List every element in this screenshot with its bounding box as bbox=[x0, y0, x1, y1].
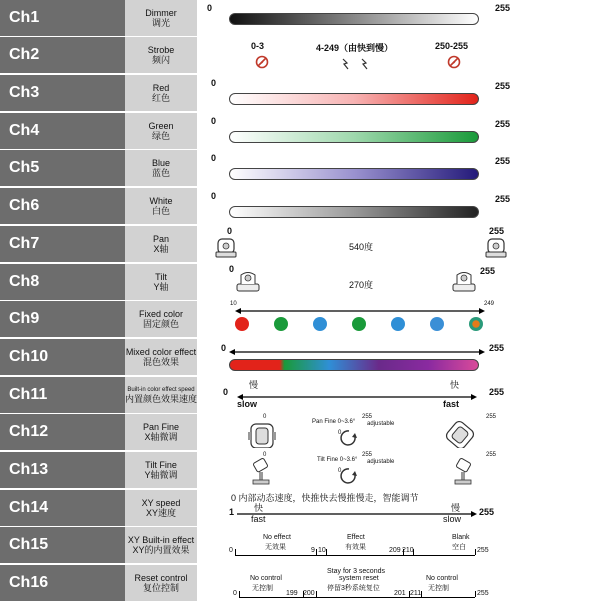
range-min: 0 bbox=[221, 343, 227, 353]
color-dot bbox=[352, 317, 366, 331]
scale-0: 0 bbox=[229, 547, 233, 554]
channel-number: Ch5 bbox=[0, 150, 125, 186]
channel-row bbox=[0, 37, 600, 73]
channel-row bbox=[0, 75, 600, 111]
range-max: 255 bbox=[495, 119, 511, 129]
mixed-color-bar bbox=[229, 359, 479, 371]
moving-head-icon bbox=[485, 236, 507, 258]
channel-content bbox=[199, 0, 600, 36]
channel-name bbox=[125, 565, 197, 601]
no-control-en: No control bbox=[426, 575, 458, 582]
channel-row bbox=[0, 377, 600, 413]
reset-en-2: system reset bbox=[339, 575, 379, 582]
range-min: 0 bbox=[263, 452, 267, 458]
moving-head-icon bbox=[215, 236, 237, 258]
range-min: 0 bbox=[211, 153, 217, 163]
range-arrow bbox=[229, 344, 485, 354]
white-gradient-bar bbox=[229, 206, 479, 218]
channel-name-cn: 绿色 bbox=[151, 131, 170, 141]
effect-en: Effect bbox=[347, 534, 365, 541]
channel-number: Ch2 bbox=[0, 37, 125, 73]
channel-row bbox=[0, 113, 600, 149]
color-dot bbox=[391, 317, 405, 331]
channel-name-cn: 复位控制 bbox=[142, 583, 179, 593]
channel-name bbox=[125, 301, 197, 337]
channel-number: Ch9 bbox=[0, 301, 125, 337]
channel-name-en: Pan Fine bbox=[142, 422, 180, 432]
svg-text:⚡: ⚡ bbox=[259, 59, 265, 67]
no-control-en: No control bbox=[250, 575, 282, 582]
channel-name bbox=[125, 0, 197, 36]
channel-name bbox=[125, 490, 197, 526]
fine-max: 255 bbox=[362, 452, 373, 458]
scale-tick bbox=[326, 549, 327, 555]
channel-name bbox=[125, 37, 197, 73]
channel-row bbox=[0, 339, 600, 375]
channel-content bbox=[199, 339, 600, 375]
moving-head-icon bbox=[235, 270, 261, 294]
channel-name-cn: XY的内置效果 bbox=[132, 545, 190, 555]
channel-content bbox=[199, 37, 600, 73]
color-dot bbox=[235, 317, 249, 331]
channel-content bbox=[199, 565, 600, 601]
range-min: 0 bbox=[211, 191, 217, 201]
scale-201: 201 bbox=[394, 590, 406, 597]
scale-209: 209 bbox=[389, 547, 401, 554]
channel-number: Ch13 bbox=[0, 452, 125, 488]
channel-name-en: Red bbox=[152, 83, 170, 93]
channel-content bbox=[199, 527, 600, 563]
range-max: 255 bbox=[489, 343, 505, 353]
channel-row bbox=[0, 264, 600, 300]
tilt-degree: 270度 bbox=[349, 280, 374, 290]
channel-row bbox=[0, 0, 600, 36]
channel-name-cn: X轴微调 bbox=[144, 432, 178, 442]
channel-name bbox=[125, 527, 197, 563]
slow-label: slow bbox=[237, 399, 258, 409]
scale-tick bbox=[475, 591, 476, 597]
channel-content bbox=[199, 301, 600, 337]
range-max: 255 bbox=[480, 266, 496, 276]
no-strobe-icon bbox=[255, 55, 269, 69]
rotate-icon bbox=[339, 428, 359, 448]
scale-tick bbox=[316, 549, 317, 555]
range-arrow bbox=[237, 389, 477, 399]
slow-label-cn: 慢 bbox=[451, 503, 461, 513]
blue-gradient-bar bbox=[229, 168, 479, 180]
range-min: 0 bbox=[229, 264, 235, 274]
scale-200: 200 bbox=[303, 590, 315, 597]
range-arrow bbox=[237, 506, 477, 516]
range-min: 0 bbox=[227, 226, 233, 236]
channel-name bbox=[125, 414, 197, 450]
channel-content bbox=[199, 113, 600, 149]
channel-name-en: Fixed color bbox=[138, 309, 183, 319]
pan-fine-label: Pan Fine 0~3.6° bbox=[312, 419, 356, 425]
range-max: 255 bbox=[486, 452, 497, 458]
strobe-open-range: 250-255 bbox=[435, 41, 469, 51]
pan-degree: 540度 bbox=[349, 242, 374, 252]
channel-name-en: Pan bbox=[152, 234, 169, 244]
range-min: 0 bbox=[207, 3, 213, 13]
channel-number: Ch6 bbox=[0, 188, 125, 224]
channel-number: Ch10 bbox=[0, 339, 125, 375]
slow-label-cn: 慢 bbox=[249, 380, 259, 390]
channel-name-cn: XY速度 bbox=[145, 508, 176, 518]
scale-211: 211 bbox=[410, 590, 422, 597]
tilt-head-icon bbox=[451, 458, 475, 486]
channel-name-cn: 红色 bbox=[151, 93, 170, 103]
scale-10: 10 bbox=[318, 547, 326, 554]
channel-name-cn: 内置颜色效果速度 bbox=[125, 393, 198, 404]
pan-head-icon bbox=[247, 420, 277, 448]
channel-name-en: Reset control bbox=[134, 573, 188, 583]
channel-name-en: Tilt Fine bbox=[145, 460, 177, 470]
strobe-speed-range: 4-249（由快到慢） bbox=[316, 43, 394, 53]
channel-content bbox=[199, 188, 600, 224]
range-min: 10 bbox=[230, 301, 237, 307]
channel-name-cn: 调光 bbox=[151, 18, 170, 28]
adjust-label: adjustable bbox=[367, 459, 395, 465]
channel-row bbox=[0, 565, 600, 601]
strobe-off-range: 0-3 bbox=[251, 41, 265, 51]
fast-label: fast bbox=[251, 514, 266, 524]
scale-0: 0 bbox=[233, 590, 237, 597]
range-min: 0 bbox=[263, 414, 267, 420]
color-dot bbox=[469, 317, 483, 331]
tilt-fine-label: Tilt Fine 0~3.6° bbox=[317, 457, 358, 463]
channel-number: Ch16 bbox=[0, 565, 125, 601]
tilt-head-icon bbox=[249, 458, 273, 486]
channel-content bbox=[199, 264, 600, 300]
channel-name-en: XY speed bbox=[141, 498, 181, 508]
range-max: 255 bbox=[495, 194, 511, 204]
channel-content bbox=[199, 377, 600, 413]
no-effect-en: No effect bbox=[263, 534, 291, 541]
channel-name bbox=[125, 226, 197, 262]
scale-199: 199 bbox=[286, 590, 298, 597]
blank-cn: 空白 bbox=[452, 544, 466, 551]
channel-name-cn: 混色效果 bbox=[142, 357, 179, 367]
channel-name bbox=[125, 150, 197, 186]
range-max: 249 bbox=[484, 301, 495, 307]
scale-255: 255 bbox=[477, 547, 489, 554]
rotate-zero: 0 bbox=[338, 468, 342, 474]
range-max: 255 bbox=[495, 3, 511, 13]
no-strobe-icon bbox=[447, 55, 461, 69]
channel-content bbox=[199, 452, 600, 488]
svg-text:⚡: ⚡ bbox=[451, 59, 457, 67]
channel-name bbox=[125, 452, 197, 488]
channel-number: Ch7 bbox=[0, 226, 125, 262]
adjust-label: adjustable bbox=[367, 421, 395, 427]
channel-number: Ch8 bbox=[0, 264, 125, 300]
channel-name-en: Strobe bbox=[147, 45, 175, 55]
reset-en: Stay for 3 seconds bbox=[327, 568, 385, 575]
xy-speed-desc: 0 内部动态速度，快推快去慢推慢走，智能调节 bbox=[231, 493, 419, 503]
color-dot bbox=[430, 317, 444, 331]
channel-name-en: White bbox=[149, 196, 173, 206]
range-max: 255 bbox=[479, 507, 495, 517]
channel-name-cn: X轴 bbox=[153, 244, 169, 254]
color-dot bbox=[313, 317, 327, 331]
channel-content bbox=[199, 226, 600, 262]
reset-cn: 停留3秒系统复位 bbox=[327, 585, 380, 592]
fast-label: fast bbox=[443, 399, 460, 409]
pan-head-icon bbox=[445, 420, 475, 448]
channel-name-en: Green bbox=[148, 121, 174, 131]
range-min: 0 bbox=[211, 116, 217, 126]
range-max: 255 bbox=[495, 81, 511, 91]
channel-name-cn: Y轴 bbox=[153, 282, 169, 292]
channel-name-en: Mixed color effect bbox=[125, 347, 197, 357]
channel-name bbox=[125, 188, 197, 224]
channel-name-cn: 白色 bbox=[151, 206, 170, 216]
range-max: 255 bbox=[489, 226, 505, 236]
scale-line bbox=[235, 555, 475, 556]
fast-label-cn: 快 bbox=[254, 503, 264, 513]
green-gradient-bar bbox=[229, 131, 479, 143]
red-gradient-bar bbox=[229, 93, 479, 105]
range-arrow bbox=[235, 303, 485, 313]
scale-255: 255 bbox=[477, 590, 489, 597]
channel-content bbox=[199, 75, 600, 111]
channel-content bbox=[199, 490, 600, 526]
rotate-icon bbox=[339, 466, 359, 486]
blank-en: Blank bbox=[452, 534, 470, 541]
fine-max: 255 bbox=[362, 414, 373, 420]
scale-line bbox=[239, 597, 475, 598]
channel-name-cn: 蓝色 bbox=[151, 168, 170, 178]
channel-row bbox=[0, 226, 600, 262]
scale-tick bbox=[235, 549, 236, 555]
no-effect-cn: 无效果 bbox=[265, 544, 286, 551]
channel-row bbox=[0, 452, 600, 488]
strobe-bolt-icon bbox=[341, 57, 349, 69]
color-dot bbox=[274, 317, 288, 331]
channel-row bbox=[0, 188, 600, 224]
channel-number: Ch14 bbox=[0, 490, 125, 526]
scale-tick bbox=[239, 591, 240, 597]
channel-name-cn: 频闪 bbox=[151, 55, 170, 65]
channel-row bbox=[0, 414, 600, 450]
channel-number: Ch11 bbox=[0, 377, 125, 413]
scale-210: 210 bbox=[402, 547, 414, 554]
moving-head-icon bbox=[451, 270, 477, 294]
effect-cn: 有效果 bbox=[345, 544, 366, 551]
channel-number: Ch1 bbox=[0, 0, 125, 36]
fast-label-cn: 快 bbox=[450, 380, 460, 390]
scale-tick bbox=[475, 549, 476, 555]
channel-content bbox=[199, 150, 600, 186]
channel-number: Ch15 bbox=[0, 527, 125, 563]
scale-9: 9 bbox=[311, 547, 315, 554]
channel-number: Ch12 bbox=[0, 414, 125, 450]
channel-row bbox=[0, 301, 600, 337]
dimmer-gradient-bar bbox=[229, 13, 479, 25]
no-control-cn: 无控制 bbox=[428, 585, 449, 592]
channel-number: Ch4 bbox=[0, 113, 125, 149]
channel-name-cn: 固定颜色 bbox=[142, 319, 179, 329]
channel-row bbox=[0, 527, 600, 563]
range-min: 0 bbox=[223, 387, 229, 397]
channel-name bbox=[125, 75, 197, 111]
no-control-cn: 无控制 bbox=[252, 585, 273, 592]
channel-name bbox=[125, 339, 197, 375]
channel-number: Ch3 bbox=[0, 75, 125, 111]
channel-content bbox=[199, 414, 600, 450]
channel-row bbox=[0, 490, 600, 526]
channel-name-en: Dimmer bbox=[145, 8, 177, 18]
range-max: 255 bbox=[495, 156, 511, 166]
rotate-zero: 0 bbox=[338, 430, 342, 436]
channel-name bbox=[125, 377, 197, 413]
channel-row bbox=[0, 150, 600, 186]
channel-name-en: Blue bbox=[151, 158, 170, 168]
range-min: 1 bbox=[229, 507, 235, 517]
channel-name-en: Tilt bbox=[155, 272, 167, 282]
range-min: 0 bbox=[211, 78, 217, 88]
channel-name bbox=[125, 113, 197, 149]
channel-name bbox=[125, 264, 197, 300]
range-max: 255 bbox=[489, 387, 505, 397]
channel-name-en: Built-in color effect speed bbox=[127, 386, 195, 393]
channel-name-en: XY Built-in effect bbox=[127, 535, 195, 545]
strobe-bolt-icon bbox=[360, 57, 368, 69]
slow-label: slow bbox=[443, 514, 462, 524]
channel-name-cn: Y轴微调 bbox=[144, 470, 178, 480]
range-max: 255 bbox=[486, 414, 497, 420]
scale-tick bbox=[316, 591, 317, 597]
